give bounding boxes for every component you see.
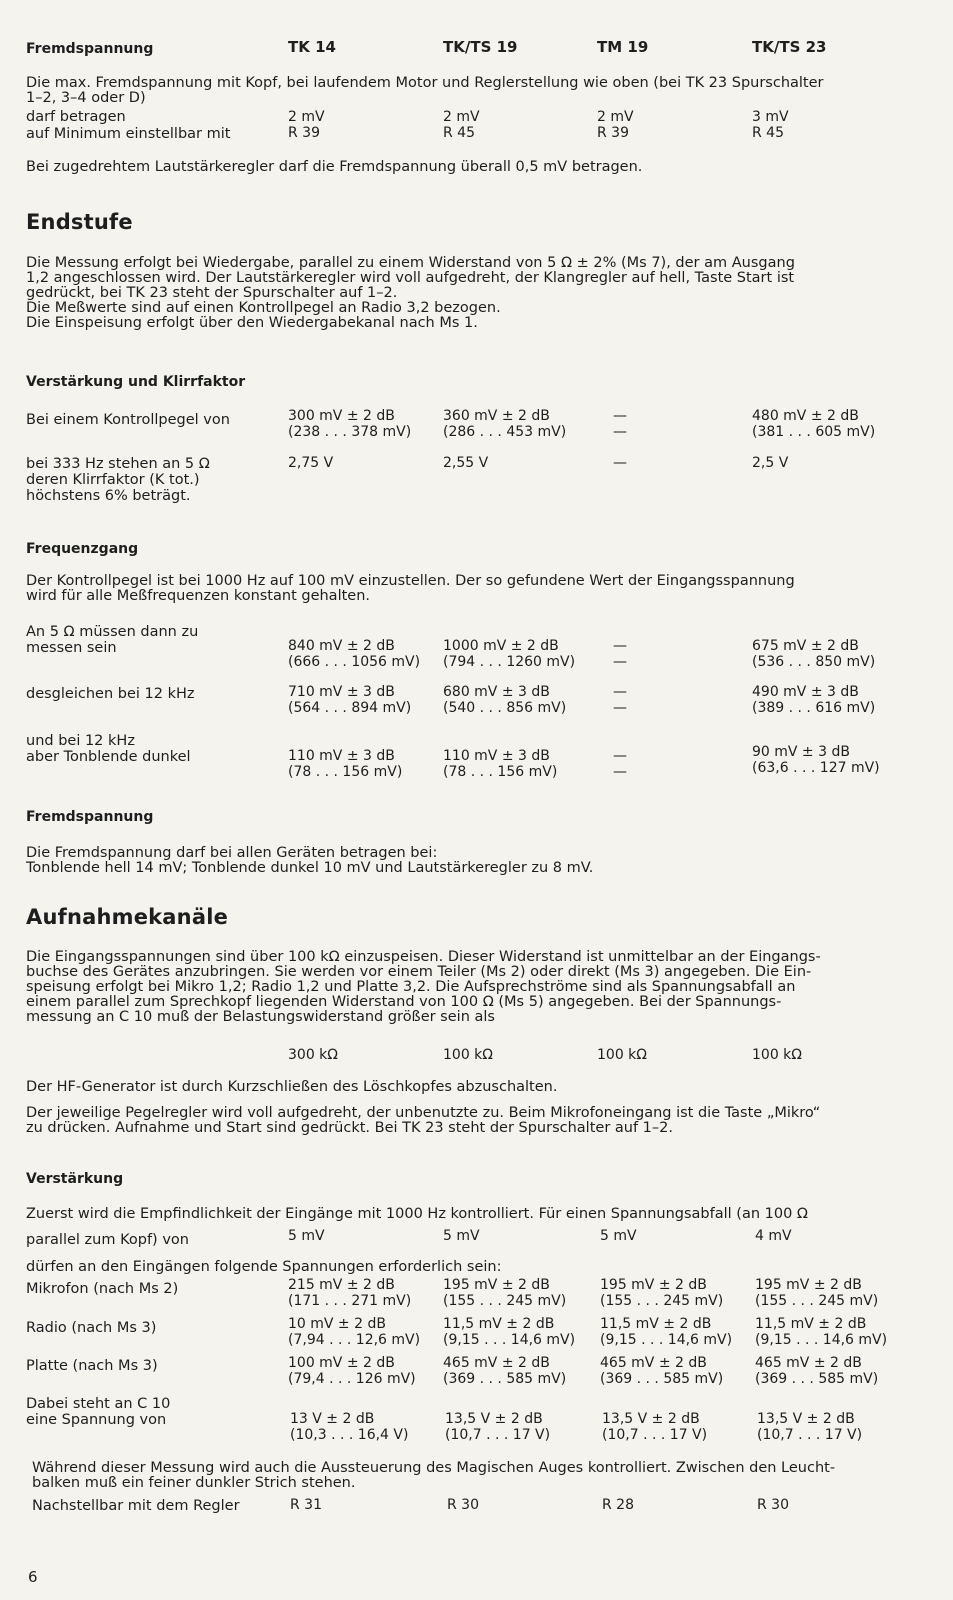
column-header-tm19: TM 19 [597, 38, 649, 56]
row-label: Nachstellbar mit dem Regler [32, 1498, 240, 1514]
value-cell: 5 mV [443, 1228, 480, 1244]
value-cell: — — [613, 638, 627, 670]
value-cell: 195 mV ± 2 dB (155 . . . 245 mV) [755, 1277, 879, 1309]
section-heading-endstufe: Endstufe [26, 210, 133, 234]
value-cell: 480 mV ± 2 dB (381 . . . 605 mV) [752, 408, 876, 440]
fremdspannung-paragraph: Die Fremdspannung darf bei allen Geräten betragen bei: Tonblende hell 14 mV; Tonblende dunkel 10 mV und Lautstärkeregler zu 8 mV. [26, 845, 594, 876]
value-cell: 360 mV ± 2 dB (286 . . . 453 mV) [443, 408, 567, 440]
value-cell: 100 kΩ [443, 1047, 493, 1063]
value-cell: 110 mV ± 3 dB (78 . . . 156 mV) [288, 748, 403, 780]
value-cell: 465 mV ± 2 dB (369 . . . 585 mV) [600, 1355, 724, 1387]
value-cell: R 30 [757, 1497, 789, 1513]
value-cell: R 45 [443, 125, 475, 141]
subsection-title-verstaerkung: Verstärkung [26, 1171, 124, 1187]
column-header-tkts23: TK/TS 23 [752, 38, 827, 56]
frequenzgang-paragraph: Der Kontrollpegel ist bei 1000 Hz auf 100 mV einzustellen. Der so gefundene Wert der Eingangsspannung wird für alle Meßfrequenzen konstant gehalten. [26, 573, 795, 604]
value-cell: R 39 [288, 125, 320, 141]
value-cell: — [613, 455, 627, 471]
value-cell: 5 mV [288, 1228, 325, 1244]
aufnahme-paragraph: Die Eingangsspannungen sind über 100 kΩ einzuspeisen. Dieser Widerstand ist unmittelbar an der Eingangs- buchse des Gerätes anzubringen. Sie werden vor einem Teiler (Ms 2) oder direkt (Ms 3) angegeben. Die Ein- speisung erfolgt bei Mikro 1,2; Radio 1,2 und Platte 3,2. Die Aufsprechströme sind als Spannungsabfall an einem parallel zum Sprechkopf liegenden Widerstand von 100 Ω (Ms 5) angegeben. Bei der Spannungs- messung an C 10 muß der Belastungswiderstand größer sein als [26, 949, 821, 1025]
section-title-fremdspannung: Fremdspannung [26, 41, 154, 57]
value-cell: 100 mV ± 2 dB (79,4 . . . 126 mV) [288, 1355, 416, 1387]
value-cell: 2,5 V [752, 455, 789, 471]
value-cell: 11,5 mV ± 2 dB (9,15 . . . 14,6 mV) [600, 1316, 733, 1348]
subsection-title-frequenzgang: Frequenzgang [26, 541, 139, 557]
value-cell: 300 kΩ [288, 1047, 338, 1063]
value-cell: 215 mV ± 2 dB (171 . . . 271 mV) [288, 1277, 412, 1309]
fremdspannung-intro: Die max. Fremdspannung mit Kopf, bei laufendem Motor und Reglerstellung wie oben (bei TK 23 Spurschalter 1–2, 3–4 oder D) [26, 75, 824, 106]
value-cell: R 30 [447, 1497, 479, 1513]
value-cell: 2,75 V [288, 455, 334, 471]
section-heading-aufnahmekanaele: Aufnahmekanäle [26, 905, 229, 929]
value-cell: 195 mV ± 2 dB (155 . . . 245 mV) [600, 1277, 724, 1309]
value-cell: 11,5 mV ± 2 dB (9,15 . . . 14,6 mV) [755, 1316, 888, 1348]
value-cell: 2 mV [443, 109, 480, 125]
row-label: desgleichen bei 12 kHz [26, 686, 195, 702]
pegelregler-paragraph: Der jeweilige Pegelregler wird voll aufgedreht, der unbenutzte zu. Beim Mikrofoneingang ist die Taste „Mikro“ zu drücken. Aufnahme und Start sind gedrückt. Bei TK 23 steht der Spurschalter auf 1–2. [26, 1105, 821, 1136]
value-cell: 675 mV ± 2 dB (536 . . . 850 mV) [752, 638, 876, 670]
row-label: Bei einem Kontrollpegel von [26, 412, 230, 428]
value-cell: 680 mV ± 3 dB (540 . . . 856 mV) [443, 684, 567, 716]
value-cell: 13,5 V ± 2 dB (10,7 . . . 17 V) [602, 1411, 708, 1443]
value-cell: 13 V ± 2 dB (10,3 . . . 16,4 V) [290, 1411, 409, 1443]
value-cell: R 28 [602, 1497, 634, 1513]
value-cell: 5 mV [600, 1228, 637, 1244]
value-cell: 2,55 V [443, 455, 489, 471]
value-cell: 100 kΩ [752, 1047, 802, 1063]
magisches-auge-paragraph: Während dieser Messung wird auch die Aussteuerung des Magischen Auges kontrolliert. Zwischen den Leucht- balken muß ein feiner dunkler Strich stehen. [32, 1460, 836, 1491]
value-cell: R 31 [290, 1497, 322, 1513]
value-cell: R 45 [752, 125, 784, 141]
fremdspannung-note: Bei zugedrehtem Lautstärkeregler darf die Fremdspannung überall 0,5 mV betragen. [26, 159, 643, 175]
empfindlichkeit-line: Zuerst wird die Empfindlichkeit der Eingänge mit 1000 Hz kontrolliert. Für einen Spannungsabfall (an 100 Ω [26, 1206, 809, 1222]
row-label: Dabei steht an C 10 eine Spannung von [26, 1396, 171, 1428]
value-cell: 490 mV ± 3 dB (389 . . . 616 mV) [752, 684, 876, 716]
value-cell: 4 mV [755, 1228, 792, 1244]
hf-generator-note: Der HF-Generator ist durch Kurzschließen des Löschkopfes abzuschalten. [26, 1079, 558, 1095]
value-cell: — — [613, 408, 627, 440]
value-cell: 3 mV [752, 109, 789, 125]
subsection-title-verstaerkung-klirrfaktor: Verstärkung und Klirrfaktor [26, 374, 246, 390]
value-cell: 1000 mV ± 2 dB (794 . . . 1260 mV) [443, 638, 576, 670]
value-cell: — — [613, 748, 627, 780]
value-cell: 710 mV ± 3 dB (564 . . . 894 mV) [288, 684, 412, 716]
row-label: parallel zum Kopf) von [26, 1232, 189, 1248]
value-cell: R 39 [597, 125, 629, 141]
value-cell: 840 mV ± 2 dB (666 . . . 1056 mV) [288, 638, 421, 670]
value-cell: 2 mV [288, 109, 325, 125]
row-label: Radio (nach Ms 3) [26, 1320, 157, 1336]
row-label: Mikrofon (nach Ms 2) [26, 1281, 179, 1297]
value-cell: — — [613, 684, 627, 716]
row-label: darf betragen [26, 109, 126, 125]
value-cell: 13,5 V ± 2 dB (10,7 . . . 17 V) [445, 1411, 551, 1443]
row-label: auf Minimum einstellbar mit [26, 126, 231, 142]
row-label: Platte (nach Ms 3) [26, 1358, 158, 1374]
row-label: bei 333 Hz stehen an 5 Ω deren Klirrfaktor (K tot.) höchstens 6% beträgt. [26, 456, 210, 504]
value-cell: 11,5 mV ± 2 dB (9,15 . . . 14,6 mV) [443, 1316, 576, 1348]
eingaenge-line: dürfen an den Eingängen folgende Spannungen erforderlich sein: [26, 1259, 502, 1275]
value-cell: 110 mV ± 3 dB (78 . . . 156 mV) [443, 748, 558, 780]
value-cell: 465 mV ± 2 dB (369 . . . 585 mV) [443, 1355, 567, 1387]
row-label: und bei 12 kHz aber Tonblende dunkel [26, 733, 191, 765]
column-header-tk14: TK 14 [288, 38, 336, 56]
value-cell: 2 mV [597, 109, 634, 125]
page-number: 6 [28, 1568, 38, 1586]
value-cell: 100 kΩ [597, 1047, 647, 1063]
value-cell: 465 mV ± 2 dB (369 . . . 585 mV) [755, 1355, 879, 1387]
column-header-tkts19: TK/TS 19 [443, 38, 518, 56]
endstufe-paragraph: Die Messung erfolgt bei Wiedergabe, parallel zu einem Widerstand von 5 Ω ± 2% (Ms 7), der am Ausgang 1,2 angeschlossen wird. Der Lautstärkeregler wird voll aufgedreht, der Klangregler auf hell, Taste Start ist gedrückt, bei TK 23 steht der Spurschalter auf 1–2. Die Meßwerte sind auf einen Kontrollpegel an Radio 3,2 bezogen. Die Einspeisung erfolgt über den Wiedergabekanal nach Ms 1. [26, 255, 795, 331]
value-cell: 90 mV ± 3 dB (63,6 . . . 127 mV) [752, 744, 880, 776]
row-label: An 5 Ω müssen dann zu messen sein [26, 624, 199, 656]
value-cell: 300 mV ± 2 dB (238 . . . 378 mV) [288, 408, 412, 440]
value-cell: 13,5 V ± 2 dB (10,7 . . . 17 V) [757, 1411, 863, 1443]
value-cell: 195 mV ± 2 dB (155 . . . 245 mV) [443, 1277, 567, 1309]
value-cell: 10 mV ± 2 dB (7,94 . . . 12,6 mV) [288, 1316, 421, 1348]
subsection-title-fremdspannung-2: Fremdspannung [26, 809, 154, 825]
